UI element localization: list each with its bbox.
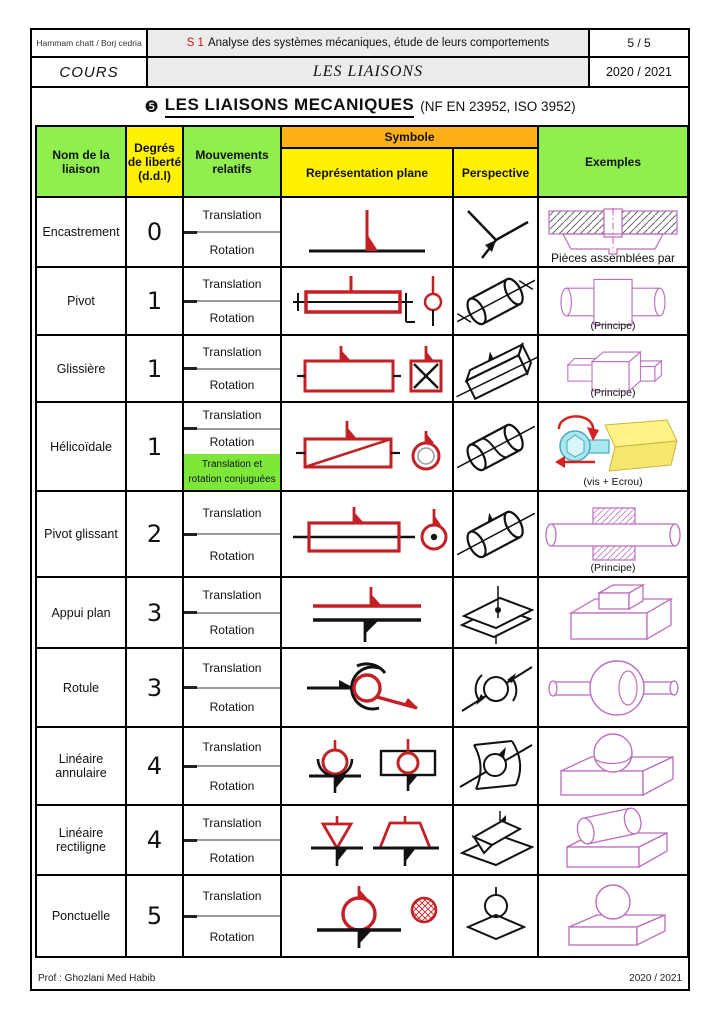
movement-rotation-label: Rotation bbox=[209, 311, 255, 325]
ponctuelle-plane-symbol bbox=[287, 882, 447, 950]
header-perspective: Perspective bbox=[453, 148, 538, 197]
movement-translation-label: Translation bbox=[202, 888, 262, 903]
table-row-lineaire-annulaire bbox=[36, 727, 688, 805]
page-title bbox=[32, 88, 688, 125]
liaison-name: Pivot glissant bbox=[36, 491, 126, 577]
helicoidale-plane-symbol bbox=[285, 411, 449, 483]
appui-plan-perspective-symbol bbox=[454, 580, 538, 646]
encastrement-example-drawing bbox=[543, 208, 683, 258]
movements-cell bbox=[183, 335, 281, 402]
pivot-glissant-example-drawing bbox=[543, 504, 683, 566]
dof-value: 1 bbox=[126, 402, 183, 491]
movement-translation-label: Translation bbox=[202, 505, 262, 520]
movement-rotation-label: Rotation bbox=[209, 434, 255, 449]
page-number: 5 / 5 bbox=[590, 30, 688, 58]
lineaire-annulaire-example-drawing bbox=[543, 733, 683, 799]
pivot-perspective-symbol bbox=[454, 268, 538, 334]
course-title: Analyse des systèmes mécaniques, étude de leurs comportements bbox=[207, 37, 550, 49]
liaison-name: Ponctuelle bbox=[36, 875, 126, 957]
liaison-name: Glissière bbox=[36, 335, 126, 402]
example-caption: (vis + Ecrou) bbox=[583, 476, 643, 488]
pivot-glissant-plane-symbol bbox=[285, 503, 449, 565]
document-header bbox=[32, 30, 688, 88]
page-title-text: LES LIAISONS MECANIQUES bbox=[165, 95, 415, 118]
movement-divider bbox=[184, 612, 280, 614]
movement-translation-label: Translation bbox=[202, 587, 262, 602]
ponctuelle-example-drawing bbox=[543, 883, 683, 949]
pivot-glissant-perspective-symbol bbox=[454, 501, 538, 567]
movement-translation-label: Translation bbox=[202, 408, 262, 423]
movement-rotation-label: Rotation bbox=[209, 242, 255, 257]
dof-value: 1 bbox=[126, 335, 183, 402]
movement-rotation-label: Rotation bbox=[209, 548, 255, 563]
liaison-name: Linéaire annulaire bbox=[36, 727, 126, 805]
rotule-perspective-symbol bbox=[454, 655, 538, 721]
lineaire-annulaire-perspective-symbol bbox=[454, 733, 538, 799]
liaison-name: Rotule bbox=[36, 648, 126, 727]
rotule-plane-symbol bbox=[287, 656, 447, 720]
movements-cell bbox=[183, 875, 281, 957]
movement-translation-label: Translation bbox=[202, 739, 262, 754]
course-code: S 1 bbox=[186, 37, 204, 49]
liaisons-table bbox=[35, 125, 689, 958]
table-row-glissiere bbox=[36, 335, 688, 402]
table-row-helicoidale bbox=[36, 402, 688, 491]
movements-cell bbox=[183, 577, 281, 648]
liaison-name: Pivot bbox=[36, 267, 126, 335]
movements-cell bbox=[183, 727, 281, 805]
dof-value: 2 bbox=[126, 491, 183, 577]
dof-value: 0 bbox=[126, 197, 183, 267]
dof-value: 4 bbox=[126, 727, 183, 805]
page-title-norms: (NF EN 23952, ISO 3952) bbox=[420, 99, 576, 114]
movement-divider bbox=[184, 231, 280, 233]
header-dof: Degrés de liberté (d.d.l) bbox=[126, 126, 183, 197]
liaison-name: Encastrement bbox=[36, 197, 126, 267]
movements-cell bbox=[183, 805, 281, 875]
liaison-name: Appui plan bbox=[36, 577, 126, 648]
movement-rotation-label: Rotation bbox=[209, 623, 255, 638]
table-row-rotule bbox=[36, 648, 688, 727]
footer-year: 2020 / 2021 bbox=[629, 973, 682, 984]
movement-translation-label: Translation bbox=[202, 277, 262, 291]
movement-divider bbox=[184, 368, 280, 370]
table-row-pivot-glissant bbox=[36, 491, 688, 577]
doc-title: LES LIAISONS bbox=[148, 58, 590, 86]
movement-divider bbox=[184, 915, 280, 917]
movement-divider bbox=[184, 839, 280, 841]
header-name: Nom de la liaison bbox=[36, 126, 126, 197]
dof-value: 5 bbox=[126, 875, 183, 957]
encastrement-perspective-symbol bbox=[454, 201, 538, 263]
movement-divider bbox=[184, 687, 280, 689]
example-caption: (Principe) bbox=[590, 320, 636, 332]
appui-plan-example-drawing bbox=[543, 581, 683, 645]
table-row-appui-plan bbox=[36, 577, 688, 648]
lineaire-rectiligne-plane-symbol bbox=[287, 810, 447, 870]
movement-translation-label: Translation bbox=[202, 815, 262, 830]
helicoidale-perspective-symbol bbox=[454, 413, 538, 481]
movement-rotation-label: Rotation bbox=[209, 929, 255, 944]
doc-year: 2020 / 2021 bbox=[605, 65, 673, 79]
rotule-example-drawing bbox=[543, 655, 683, 721]
helicoidale-example-drawing bbox=[543, 415, 683, 481]
glissiere-perspective-symbol bbox=[454, 337, 538, 401]
ponctuelle-perspective-symbol bbox=[454, 883, 538, 949]
circled-five-icon: ❺ bbox=[144, 98, 159, 116]
page-frame bbox=[30, 28, 690, 991]
table-row-encastrement bbox=[36, 197, 688, 267]
encastrement-plane-symbol bbox=[287, 203, 447, 261]
movements-cell bbox=[183, 491, 281, 577]
header-symbol: Symbole bbox=[281, 126, 538, 148]
movement-divider bbox=[184, 428, 280, 430]
lineaire-rectiligne-perspective-symbol bbox=[454, 807, 538, 873]
footer-author: Prof : Ghozlani Med Habib bbox=[38, 973, 156, 984]
example-caption: (Principe) bbox=[590, 387, 636, 399]
page-footer bbox=[38, 973, 682, 984]
dof-value: 1 bbox=[126, 267, 183, 335]
movement-divider bbox=[184, 300, 280, 302]
header-examples: Exemples bbox=[538, 126, 688, 197]
dof-value: 4 bbox=[126, 805, 183, 875]
table-row-pivot bbox=[36, 267, 688, 335]
movement-translation-label: Translation bbox=[202, 207, 262, 222]
dof-value: 3 bbox=[126, 577, 183, 648]
pivot-plane-symbol bbox=[285, 272, 449, 330]
movements-cell bbox=[183, 648, 281, 727]
table-row-ponctuelle bbox=[36, 875, 688, 957]
movement-rotation-label: Rotation bbox=[209, 850, 255, 865]
example-caption: (Principe) bbox=[590, 562, 636, 574]
liaison-name: Linéaire rectiligne bbox=[36, 805, 126, 875]
movement-divider bbox=[184, 533, 280, 535]
movements-cell bbox=[183, 402, 281, 491]
movement-rotation-label: Rotation bbox=[209, 700, 255, 715]
glissiere-plane-symbol bbox=[287, 341, 447, 397]
school-name: Hammam chatt / Borj cedria bbox=[32, 30, 148, 58]
movement-divider bbox=[184, 765, 280, 767]
appui-plan-plane-symbol bbox=[287, 582, 447, 644]
header-movements: Mouvements relatifs bbox=[183, 126, 281, 197]
movements-cell bbox=[183, 267, 281, 335]
movement-rotation-label: Rotation bbox=[209, 778, 255, 793]
header-plane: Représentation plane bbox=[281, 148, 453, 197]
movement-rotation-label: Rotation bbox=[209, 378, 255, 393]
movement-translation-label: Translation bbox=[202, 344, 262, 359]
lineaire-annulaire-plane-symbol bbox=[287, 735, 447, 797]
lineaire-rectiligne-example-drawing bbox=[543, 807, 683, 873]
doc-type: COURS bbox=[32, 58, 148, 86]
movement-translation-label: Translation bbox=[202, 660, 262, 675]
table-row-lineaire-rectiligne bbox=[36, 805, 688, 875]
example-caption: Pièces assemblées par bbox=[550, 251, 676, 265]
liaison-name: Hélicoïdale bbox=[36, 402, 126, 491]
dof-value: 3 bbox=[126, 648, 183, 727]
movement-extra-label: Translation et rotation conjuguées bbox=[184, 454, 280, 490]
course-subject bbox=[148, 30, 590, 58]
movements-cell bbox=[183, 197, 281, 267]
